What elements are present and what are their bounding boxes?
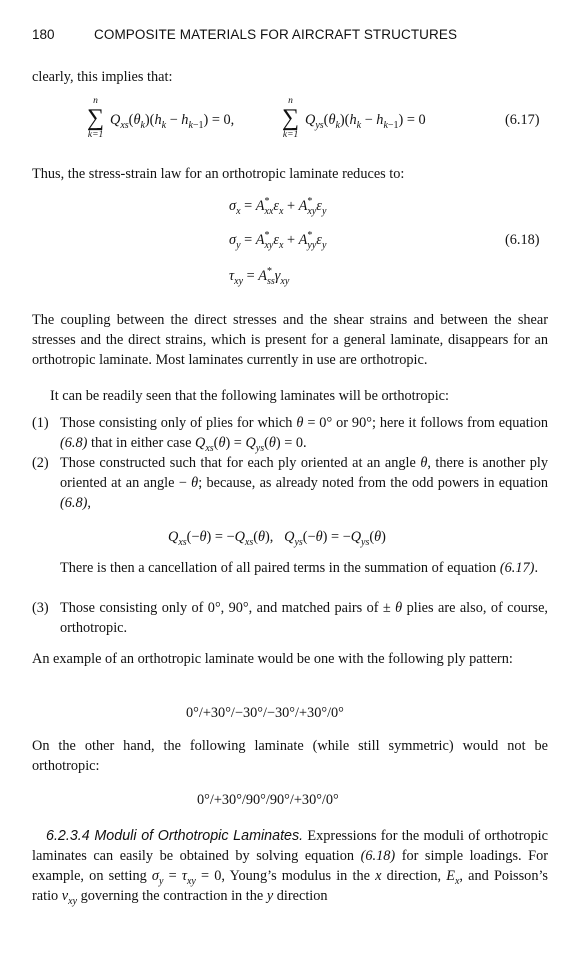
page-number: 180 [32, 27, 55, 42]
layup-non-orthotropic: 0°/+30°/90°/90°/+30°/0° [197, 792, 339, 808]
list-item-2-continuation: There is then a cancellation of all paired terms in the summation of equation (6.17). [60, 560, 539, 576]
thus-text: Thus, the stress-strain law for an orthotropic laminate reduces to: [32, 166, 405, 182]
summation-1: n ∑ k=1 [87, 96, 105, 140]
paragraph-readily-seen: It can be readily seen that the following laminates will be orthotropic: [50, 388, 450, 404]
summation-2: n ∑ k=1 [282, 96, 300, 140]
equation-number-6-18: (6.18) [505, 232, 540, 248]
list-item-1: (1) Those consisting only of plies for which θ = 0° or 90°; here it follows from equation (6.8) that in either case $Q_{xs}(\theta) = Q_{ys}(\theta) = 0$. [32, 415, 549, 454]
odd-powers-equation: $Q_{xs}(-\theta) = -Q_{xs}(\theta)$, $Q_{ys}(-\theta) = -Q_{ys}(\theta)$ [168, 529, 386, 548]
section-heading: 6.2.3.4 Moduli of Orthotropic Laminates. [46, 828, 304, 844]
paragraph-coupling: The coupling between the direct stresses and the shear strains and between the shear stresses and the direct strains, which is present for a general laminate, disappears for an orthotropic laminate. Most laminates currently in use are orthotropic. [32, 312, 548, 368]
paragraph-example: An example of an orthotropic laminate would be one with the following ply pattern: [32, 651, 513, 667]
section-moduli: 6.2.3.4 Moduli of Orthotropic Laminates. Expressions for the moduli of orthotropic laminates can easily be obtained by solving equation (6.18) for simple loadings. For example, on setting $\sigma_y = \tau_{xy} = 0$, Young’s modulus in the x direction, $E_x$, and Poisson’s ratio $\nu_{xy}$ governing the contraction in the y direction [32, 828, 548, 907]
equation-number-6-17: (6.17) [505, 112, 540, 128]
running-head: COMPOSITE MATERIALS FOR AIRCRAFT STRUCTURES [94, 27, 458, 42]
page-header [32, 27, 552, 45]
paragraph-not-orthotropic: On the other hand, the following laminate (while still symmetric) would not be orthotropic: [32, 738, 548, 774]
equation-6-17: n ∑ k=1 $Q_{xs}(\theta_k)(h_k - h_{k-1}) = 0$, n ∑ k=1 $Q_{ys}(\theta_k)(h_k - h_{k-1}) = 0$ (6.17) [87, 96, 540, 140]
layup-orthotropic: 0°/+30°/−30°/−30°/+30°/0° [186, 705, 344, 721]
list-item-3: (3) Those consisting only of 0°, 90°, and matched pairs of ± θ plies are also, of course, orthotropic. [32, 600, 548, 636]
intro-text: clearly, this implies that: [32, 69, 173, 85]
list-item-2: (2) Those constructed such that for each ply oriented at an angle θ, there is another ply oriented at an angle − θ; because, as already noted from the odd powers in equation (6.8), [32, 455, 549, 511]
equation-6-18: $\sigma_x = A^*_{xx}\varepsilon_x + A^*_{xy}\varepsilon_y$ $\sigma_y = A^*_{xy}\varepsilon_x + A^*_{yy}\varepsilon_y$ $\tau_{xy} = A^*_{ss}\gamma_{xy}$ (6.18) [229, 196, 540, 287]
